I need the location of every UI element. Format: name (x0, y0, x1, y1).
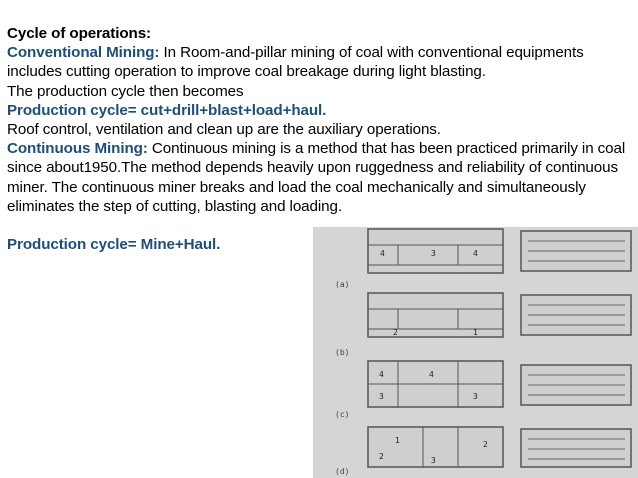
slide-text (7, 24, 635, 254)
panel-label-b: (b) (335, 348, 350, 357)
continuous-mining-paragraph (7, 139, 635, 216)
production-cycle-intro: The production cycle then becomes (7, 82, 244, 100)
svg-text:3: 3 (431, 249, 436, 258)
conventional-mining-text: In Room-and-pillar mining of coal with conventional equipments includes cutting operation to improve coal breakage during light blasting. (7, 44, 584, 81)
continuous-mining-label: Continuous Mining: (7, 140, 148, 158)
svg-text:4: 4 (380, 249, 385, 258)
auxiliary-operations: Roof control, ventilation and clean up are the auxiliary operations. (7, 121, 441, 139)
svg-text:4: 4 (473, 249, 478, 258)
slide-heading: Cycle of operations: (7, 25, 151, 42)
mining-sequence-diagram (313, 227, 638, 478)
panel-label-c: (c) (335, 410, 350, 419)
panel-label-d: (d) (335, 467, 350, 476)
conventional-production-cycle: Production cycle= cut+drill+blast+load+haul. (7, 101, 327, 119)
svg-text:2: 2 (483, 440, 488, 449)
panel-label-a: (a) (335, 280, 350, 289)
svg-text:1: 1 (473, 328, 478, 337)
svg-text:3: 3 (379, 392, 384, 401)
conventional-mining-label: Conventional Mining: (7, 44, 160, 62)
svg-text:1: 1 (395, 436, 400, 445)
continuous-mining-text: Continuous mining is a method that has been practiced primarily in coal since about1950.The method depends heavily upon ruggedness and reliability of continuous miner. The continuous miner breaks and load the coal mechanically and simultaneously eliminates the step of cutting, blasting and loading. (7, 140, 626, 215)
svg-text:4: 4 (429, 370, 434, 379)
svg-text:2: 2 (379, 452, 384, 461)
svg-text:2: 2 (393, 328, 398, 337)
svg-text:3: 3 (431, 456, 436, 465)
continuous-production-cycle: Production cycle= Mine+Haul. (7, 236, 221, 254)
mining-sequence-figure (313, 227, 638, 478)
svg-text:4: 4 (379, 370, 384, 379)
svg-text:3: 3 (473, 392, 478, 401)
conventional-mining-paragraph (7, 43, 635, 81)
